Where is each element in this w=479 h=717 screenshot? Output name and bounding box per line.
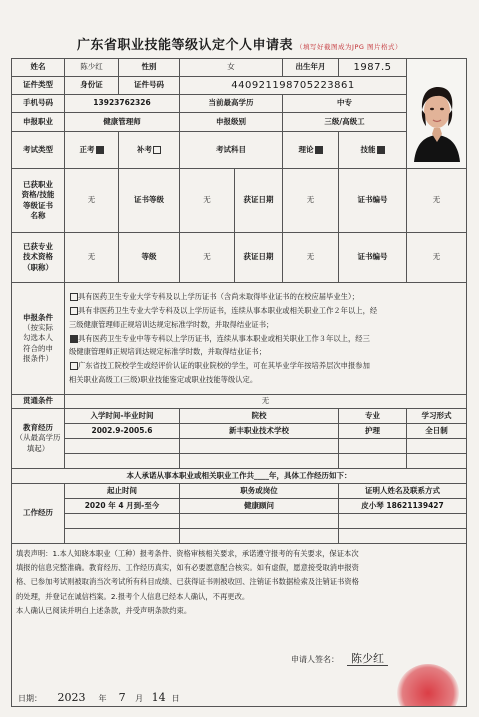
empty-cell: [339, 529, 467, 544]
qual-cert-label: [12, 169, 65, 233]
conditions-label-line: （按实际: [23, 323, 53, 333]
form-title-note: （填写好截图成为JPG 图片格式）: [296, 43, 402, 51]
condition-text: 三级健康管理师正规培训达规定标准学时数，并取得结业证书；: [69, 319, 274, 329]
exam-type-regular-checkbox: [96, 146, 104, 154]
date-year: 2023: [45, 687, 99, 707]
exam-type-retake-label: 补考: [137, 144, 152, 154]
conditions-label-line: 符合的申: [23, 343, 53, 353]
condition-checkbox: [70, 293, 78, 301]
phone-label: 手机号码: [12, 95, 65, 113]
portrait-image: [408, 62, 466, 162]
form-title-text: 广东省职业技能等级认定个人申请表: [77, 38, 294, 53]
date-day-unit: 日: [171, 694, 180, 703]
tech-cert-label-line: （职称）: [23, 262, 53, 272]
tech-cert-no: 无: [407, 233, 467, 283]
date-label: 日期：: [18, 694, 42, 703]
id-no-label: 证件号码: [119, 77, 180, 95]
empty-cell: [180, 514, 339, 529]
qual-cert-date: 无: [283, 169, 339, 233]
occupation-label: 申报职业: [12, 113, 65, 132]
phone-value: 13923762326: [65, 95, 180, 113]
conditions-label-line: 报条件）: [23, 353, 53, 363]
edu-school: 新丰职业技术学校: [180, 424, 339, 439]
edu-exp-label-text: 教育经历: [23, 423, 53, 433]
exam-subject-theory-checkbox: [315, 146, 323, 154]
empty-cell: [180, 439, 339, 454]
name-value: 陈少红: [65, 59, 119, 77]
empty-cell: [180, 529, 339, 544]
exam-subject-theory: [283, 132, 339, 169]
pass-cond-label: 贯通条件: [12, 395, 65, 409]
conditions-label-line: 申报条件: [23, 313, 53, 323]
gender-label: 性别: [119, 59, 180, 77]
work-witness: 皮小琴 18621139427: [339, 499, 467, 514]
application-table: [11, 58, 467, 707]
applicant-signature: [291, 648, 388, 669]
work-witness-header: 证明人姓名及联系方式: [339, 484, 467, 499]
level-label: 申报级别: [180, 113, 283, 132]
edu-value: 中专: [283, 95, 407, 113]
empty-cell: [407, 439, 467, 454]
empty-cell: [65, 514, 180, 529]
condition-item: [69, 290, 462, 304]
qual-cert-name: 无: [65, 169, 119, 233]
id-type-label: 证件类型: [12, 77, 65, 95]
conditions-list: [65, 283, 467, 395]
empty-cell: [407, 454, 467, 469]
birth-label: 出生年月: [283, 59, 339, 77]
qual-cert-label-line: 资格/技能: [21, 190, 55, 200]
work-time: 2020 年 4 月到-至今: [65, 499, 180, 514]
qual-cert-label-line: 名称: [30, 210, 46, 220]
work-job: 健康顾问: [180, 499, 339, 514]
exam-subject-label: 考试科目: [180, 132, 283, 169]
edu-period: 2002.9-2005.6: [65, 424, 180, 439]
exam-subject-skill: [339, 132, 407, 169]
exam-subject-theory-label: 理论: [298, 144, 314, 154]
declaration-line: 填表声明：1.本人知晓本职业（工种）报考条件、资格审核相关要求，承诺遵守报考的有关要求，保证本次: [16, 549, 359, 558]
birth-value: 1987.5: [339, 59, 407, 77]
date-year-unit: 年: [98, 694, 107, 703]
empty-cell: [65, 439, 180, 454]
exam-subject-skill-checkbox: [377, 146, 385, 154]
declaration-line: 填报的信息完整准确。教育经历、工作经历真实，如有必要愿意配合核实。如有虚假，愿意接受取消申报资: [16, 563, 359, 573]
condition-checkbox: [70, 335, 78, 343]
table-row: [12, 439, 467, 454]
condition-item: [69, 332, 462, 346]
tech-cert-label-line: 技术资格: [23, 252, 53, 262]
empty-cell: [65, 454, 180, 469]
form-title: [0, 34, 479, 53]
gender-value: 女: [180, 59, 283, 77]
edu-form-header: 学习形式: [407, 409, 467, 424]
sign-date: [18, 687, 180, 707]
pass-cond-value: 无: [65, 395, 467, 409]
tech-cert-name: 无: [65, 233, 119, 283]
id-no-value: 440921198705223861: [180, 77, 407, 95]
qual-cert-no: 无: [407, 169, 467, 233]
tech-cert-label: [12, 233, 65, 283]
declaration-line: 本人确认已阅读并明白上述条款，并受声明条款约束。: [16, 605, 192, 615]
table-row: [12, 499, 467, 514]
occupation-value: 健康管理师: [65, 113, 180, 132]
tech-cert-grade-label: 等级: [119, 233, 180, 283]
edu-major-header: 专业: [339, 409, 407, 424]
table-row: [12, 514, 467, 529]
red-fingerprint-seal: [397, 664, 459, 707]
tech-cert-label-line: 已获专业: [23, 242, 53, 252]
applicant-photo: [407, 59, 467, 169]
condition-text: 相关职业高级工(三级)职业技能鉴定或职业技能等级认定。: [69, 375, 258, 385]
empty-cell: [339, 514, 467, 529]
conditions-label-line: 勾选本人: [23, 333, 53, 343]
conditions-label: [12, 283, 65, 395]
qual-cert-grade-label: 证书等级: [119, 169, 180, 233]
qual-cert-label-line: 等级证书: [23, 200, 53, 210]
edu-period-header: 入学时间-毕业时间: [65, 409, 180, 424]
condition-checkbox: [70, 362, 78, 370]
signature-name: 陈少红: [347, 652, 388, 666]
edu-form: 全日制: [407, 424, 467, 439]
condition-text: 具有非医药卫生专业大学专科及以上学历证书，连续从事本职业或相关职业工作２年以上，经: [78, 305, 378, 315]
empty-cell: [339, 439, 407, 454]
condition-checkbox: [70, 307, 78, 315]
condition-text: 具有医药卫生专业大学专科及以上学历证书（含尚未取得毕业证书的在校应届毕业生）；: [78, 291, 359, 301]
table-row: [12, 529, 467, 544]
condition-item: [69, 304, 462, 318]
edu-school-header: 院校: [180, 409, 339, 424]
empty-cell: [339, 454, 407, 469]
empty-cell: [180, 454, 339, 469]
exam-type-regular: [65, 132, 119, 169]
condition-text: 具有医药卫生专业中等专科以上学历证书，连续从事本职业或相关职业工作３年以上，经三: [78, 333, 370, 343]
tech-cert-date-label: 获证日期: [235, 233, 283, 283]
exam-type-retake: [119, 132, 180, 169]
name-label: 姓名: [12, 59, 65, 77]
qual-cert-grade: 无: [180, 169, 235, 233]
empty-cell: [65, 529, 180, 544]
condition-text: 级健康管理师正规培训达规定标准学时数，并取得结业证书；: [69, 347, 267, 357]
edu-label: 当前最高学历: [180, 95, 283, 113]
edu-exp-label-note: （从最高学历填起）: [15, 433, 61, 453]
table-row: [12, 424, 467, 439]
date-month-unit: 月: [135, 694, 144, 703]
tech-cert-no-label: 证书编号: [339, 233, 407, 283]
exam-type-label: 考试类型: [12, 132, 65, 169]
qual-cert-label-line: 已获职业: [23, 180, 53, 190]
exam-type-regular-label: 正考: [79, 144, 95, 154]
date-month: 7: [109, 687, 135, 707]
edu-exp-label: [12, 409, 65, 469]
work-exp-label: 工作经历: [12, 484, 65, 544]
declaration-cell: [12, 544, 467, 707]
commit-line: 本人承诺从事本职业或相关职业工作共____年，具体工作经历如下：: [12, 469, 467, 484]
table-row: [12, 454, 467, 469]
declaration-line: 格、已参加考试则被取消当次考试所有科目成绩、已获得证书则被收回、注销证书数据检索及注销证书资格: [16, 577, 359, 587]
tech-cert-grade: 无: [180, 233, 235, 283]
exam-type-retake-checkbox: [153, 146, 161, 154]
level-value: 三级/高级工: [283, 113, 407, 132]
id-type-value: 身份证: [65, 77, 119, 95]
signature-label: 申请人签名：: [291, 655, 339, 664]
declaration-line: 的处理，并登记在诚信档案。2.报考个人信息已经本人确认，不再更改。: [16, 591, 250, 601]
work-job-header: 职务或岗位: [180, 484, 339, 499]
exam-subject-skill-label: 技能: [360, 144, 376, 154]
qual-cert-no-label: 证书编号: [339, 169, 407, 233]
condition-item: [69, 359, 462, 373]
work-time-header: 起止时间: [65, 484, 180, 499]
qual-cert-date-label: 获证日期: [235, 169, 283, 233]
date-day: 14: [146, 687, 172, 707]
edu-major: 护理: [339, 424, 407, 439]
condition-text: 广东省技工院校学生或经评价认证的职业院校的学生，可在其毕业学年按培养层次申报参加: [78, 361, 370, 371]
tech-cert-date: 无: [283, 233, 339, 283]
